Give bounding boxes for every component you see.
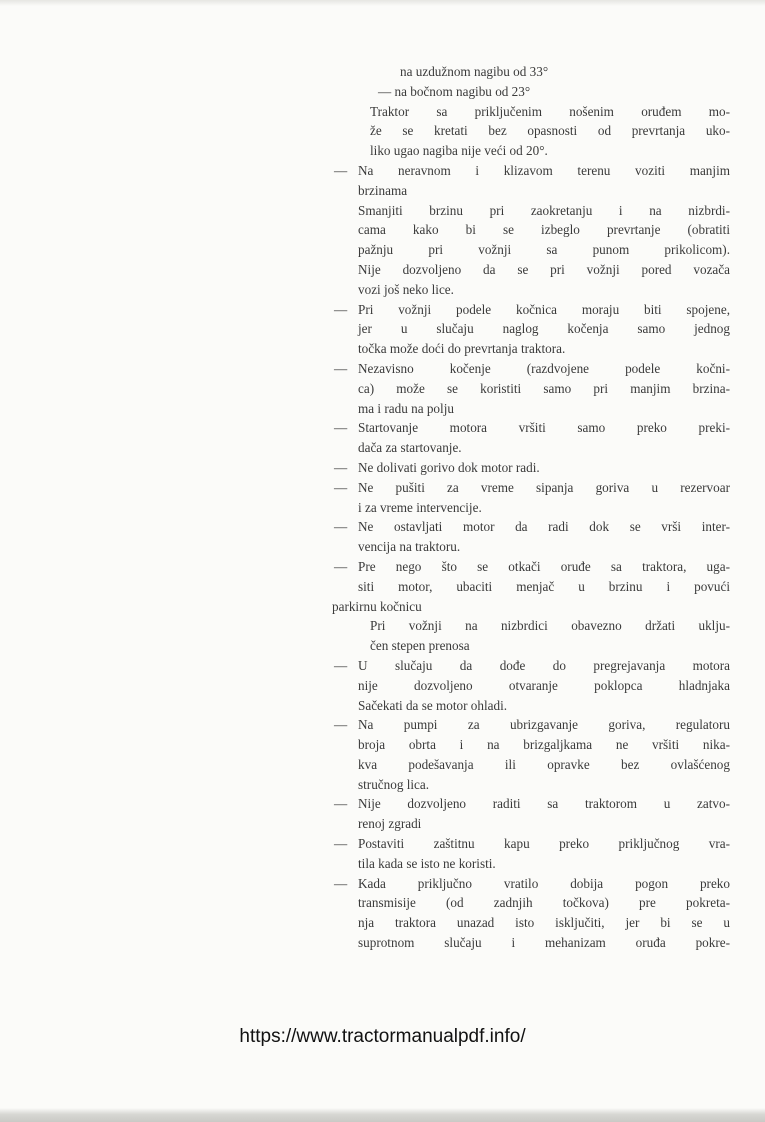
bullet-paragraph — [334, 517, 730, 557]
scan-edge-top — [0, 0, 765, 6]
text-line: — Na neravnom i klizavom terenu voziti manjim — [334, 162, 730, 178]
bullet-paragraph — [334, 418, 730, 458]
text-line: nije dozvoljeno otvaranje poklopca hladnjaka — [358, 677, 730, 693]
text-line: Smanjiti brzinu pri zaokretanju i na nizbrdi- — [358, 202, 730, 218]
paragraph — [358, 616, 730, 656]
text-line: — Na pumpi za ubrizgavanje goriva, regulatoru — [334, 717, 730, 733]
text-line: tila kada se isto ne koristi. — [358, 855, 496, 871]
text-line: — Startovanje motora vršiti samo preko preki- — [334, 420, 730, 436]
scan-edge-bottom — [0, 1108, 765, 1122]
text-line: Pri vožnji na nizbrdici obavezno držati uklju- — [370, 618, 730, 634]
text-line: broja obrta i na brizgaljkama ne vršiti nika- — [358, 737, 730, 753]
text-line: Nije dozvoljeno da se pri vožnji pored vozača — [358, 261, 730, 277]
bullet-paragraph — [334, 794, 730, 834]
text-line: i za vreme intervencije. — [358, 499, 482, 515]
bullet-paragraph — [334, 478, 730, 518]
text-line: — Kada priključno vratilo dobija pogon preko — [334, 875, 730, 891]
bullet-paragraph — [334, 715, 730, 794]
bullet-paragraph — [332, 557, 730, 616]
paragraph — [358, 62, 730, 82]
text-line: — U slučaju da dođe do pregrejavanja motora — [334, 657, 730, 673]
bullet-paragraph — [334, 161, 730, 201]
text-line: že se kretati bez opasnosti od prevrtanja uko- — [370, 123, 730, 139]
text-line: brzinama — [358, 182, 408, 198]
bullet-paragraph — [334, 656, 730, 715]
text-line: Traktor sa priključenim nošenim oruđem mo- — [370, 103, 730, 119]
text-line: liko ugao nagiba nije veći od 20°. — [370, 143, 548, 159]
text-line: — Ne ostavljati motor da radi dok se vrši inter- — [334, 519, 730, 535]
text-line: jer u slučaju naglog kočenja samo jednog — [358, 321, 730, 337]
text-line: vozi još neko lice. — [358, 281, 454, 297]
text-line: — Postaviti zaštitnu kapu preko priključnog vra- — [334, 836, 730, 852]
text-line: transmisije (od zadnjih točkova) pre pokreta- — [358, 895, 730, 911]
bullet-paragraph — [334, 458, 730, 478]
text-line: čen stepen prenosa — [370, 638, 470, 654]
text-line: Sačekati da se motor ohladi. — [358, 697, 508, 713]
text-line: — Ne pušiti za vreme sipanja goriva u rezervoar — [334, 479, 730, 495]
bullet-paragraph — [334, 834, 730, 874]
text-line: kva podešavanja ili opravke bez ovlašćenog — [358, 756, 730, 772]
text-line: — Nezavisno kočenje (razdvojene podele kočni- — [334, 360, 730, 376]
footer-url[interactable]: https://www.tractormanualpdf.info/ — [239, 1026, 526, 1047]
text-line: na uzdužnom nagibu od 33° — [400, 64, 549, 79]
text-line: stručnog lica. — [358, 776, 430, 792]
text-line: siti motor, ubaciti menjač u brzinu i povući — [358, 578, 730, 594]
text-line: nja traktora unazad isto isključiti, jer bi se u — [358, 915, 730, 931]
text-line: ma i radu na polju — [358, 400, 454, 416]
text-column — [332, 62, 730, 953]
text-line: renoj zgradi — [358, 816, 422, 832]
text-line: — Nije dozvoljeno raditi sa traktorom u zatvo- — [334, 796, 730, 812]
bullet-paragraph — [334, 359, 730, 418]
text-line: pažnju pri vožnji sa punom prikolicom). — [358, 242, 730, 258]
paragraph — [358, 82, 730, 102]
text-line: — Pre nego što se otkači oruđe sa traktora, uga- — [334, 558, 730, 574]
bullet-paragraph — [334, 874, 730, 953]
text-line: točka može doći do prevrtanja traktora. — [358, 341, 566, 357]
text-line: suprotnom slučaju i mehanizam oruđa pokre- — [358, 935, 730, 951]
paragraph — [358, 201, 730, 300]
text-line: — na bočnom nagibu od 23° — [378, 83, 531, 99]
bullet-paragraph — [334, 300, 730, 359]
text-line: — Pri vožnji podele kočnica moraju biti spojene, — [334, 301, 730, 317]
text-line: dača za startovanje. — [358, 440, 462, 456]
text-line: — Ne dolivati gorivo dok motor radi. — [334, 459, 540, 475]
text-line: ca) može se koristiti samo pri manjim brzina- — [358, 380, 730, 396]
text-line: vencija na traktoru. — [358, 539, 461, 555]
text-line: parkirnu kočnicu — [332, 598, 422, 614]
paragraph — [358, 102, 730, 161]
text-line: cama kako bi se izbeglo prevrtanje (obratiti — [358, 222, 730, 238]
